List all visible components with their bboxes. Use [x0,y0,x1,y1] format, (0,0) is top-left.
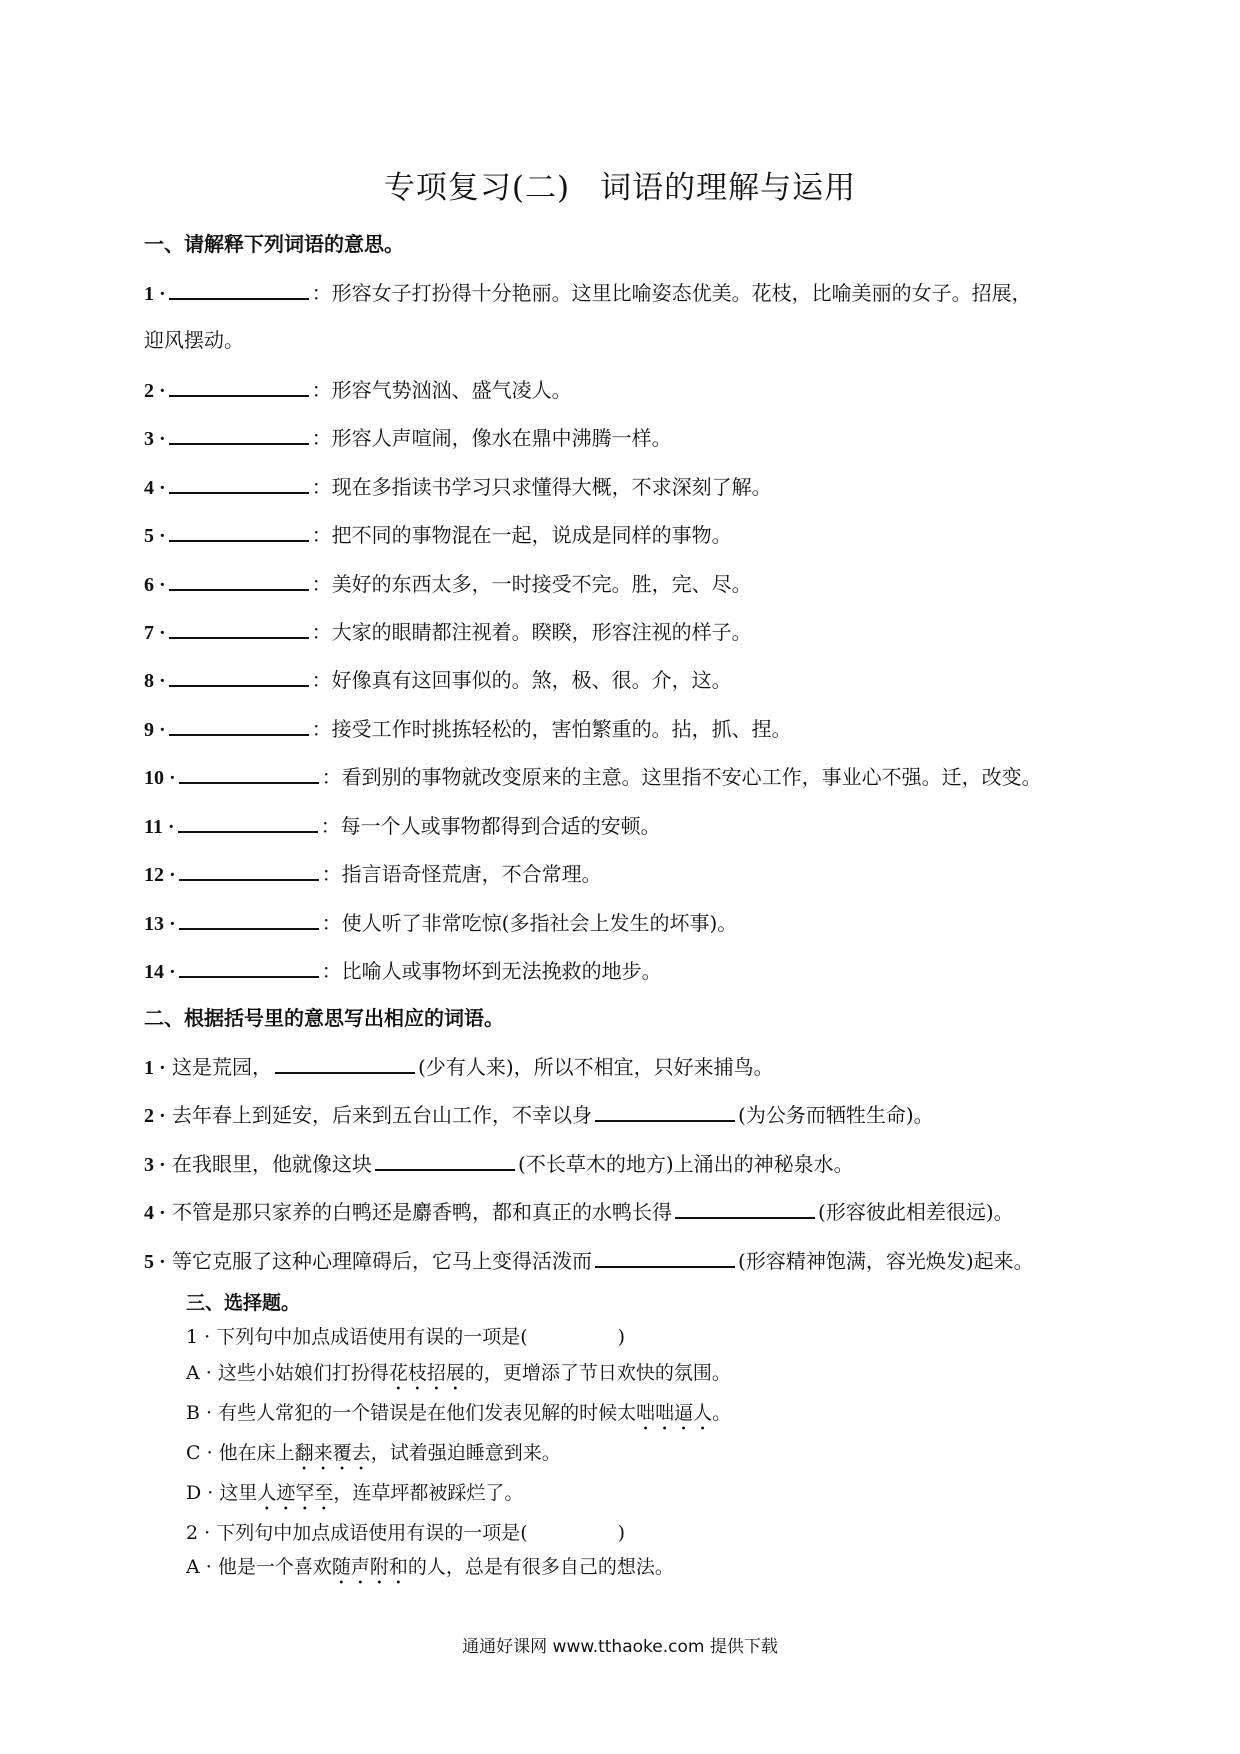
s3-q1-option-d: D · 这里人迹罕至，连草坪都被踩烂了。 [186,1482,524,1504]
s2-item-5: 5 · 等它克服了这种心理障碍后，它马上变得活泼而 (形容精神饱满，容光焕发)起来。 [144,1244,1034,1274]
s1-item-5: 5 · ：把不同的事物混在一起，说成是同样的事物。 [144,518,732,548]
s3-q2-option-a: A · 他是一个喜欢随声附和的人，总是有很多自己的想法。 [186,1556,674,1578]
s3-q1-option-c: C · 他在床上翻来覆去，试着强迫睡意到来。 [186,1442,561,1464]
answer-blank[interactable] [595,1244,735,1268]
footer-credit: 通通好课网 www.tthaoke.com 提供下载 [462,1637,778,1657]
answer-blank[interactable] [169,615,309,639]
s3-q2-stem: 2 · 下列句中加点成语使用有误的一项是( ) [186,1522,626,1544]
s2-item-3: 3 · 在我眼里，他就像这块 (不长草木的地方)上涌出的神秘泉水。 [144,1147,854,1177]
s1-item-7: 7 · ：大家的眼睛都注视着。睽睽，形容注视的样子。 [144,615,752,645]
page-title [0,162,1240,207]
answer-blank[interactable] [179,954,319,978]
answer-blank[interactable] [169,518,309,542]
s1-item-2: 2 · ：形容气势汹汹、盛气凌人。 [144,373,572,403]
s1-item-8: 8 · ：好像真有这回事似的。煞，极、很。介，这。 [144,663,732,693]
s1-item-9: 9 · ：接受工作时挑拣轻松的，害怕繁重的。拈，抓、捏。 [144,712,792,742]
s3-q1-option-a: A · 这些小姑娘们打扮得花枝招展的，更增添了节日欢快的氛围。 [186,1362,731,1384]
answer-blank[interactable] [595,1098,735,1122]
s1-item-12: 12 · ：指言语奇怪荒唐，不合常理。 [144,857,602,887]
answer-blank[interactable] [169,421,309,445]
s1-item-4: 4 · ：现在多指读书学习只求懂得大概，不求深刻了解。 [144,470,772,500]
title-main: 专项复习(二) [383,170,571,206]
s1-item-6: 6 · ：美好的东西太多，一时接受不完。胜，完、尽。 [144,567,752,597]
s3-q1-option-b: B · 有些人常犯的一个错误是在他们发表见解的时候太咄咄逼人。 [186,1402,732,1424]
section3-heading: 三、选择题。 [186,1292,301,1314]
answer-blank[interactable] [169,470,309,494]
s1-item-14: 14 · ：比喻人或事物坏到无法挽救的地步。 [144,954,662,984]
answer-blank[interactable] [169,276,309,300]
s2-item-2: 2 · 去年春上到延安，后来到五台山工作，不幸以身 (为公务而牺牲生命)。 [144,1098,934,1128]
section2-heading: 二、根据括号里的意思写出相应的词语。 [144,1006,504,1030]
answer-blank[interactable] [179,857,319,881]
section1-heading: 一、请解释下列词语的意思。 [144,232,404,256]
s1-item-1-cont: 迎风摆动。 [144,328,244,352]
s2-item-4: 4 · 不管是那只家养的白鸭还是麝香鸭，都和真正的水鸭长得 (形容彼此相差很远)。 [144,1195,1014,1225]
answer-blank[interactable] [169,567,309,591]
s2-item-1: 1 · 这是荒园， (少有人来)，所以不相宜，只好来捕鸟。 [144,1050,774,1080]
s1-item-3: 3 · ：形容人声喧闹，像水在鼎中沸腾一样。 [144,421,672,451]
answer-blank[interactable] [178,809,318,833]
answer-blank[interactable] [169,373,309,397]
s1-item-13: 13 · ：使人听了非常吃惊(多指社会上发生的坏事)。 [144,906,737,936]
answer-blank[interactable] [375,1147,515,1171]
s1-item-11: 11 · ：每一个人或事物都得到合适的安顿。 [144,809,661,839]
answer-blank[interactable] [275,1050,415,1074]
answer-blank[interactable] [179,760,319,784]
s1-item-1: 1 · ：形容女子打扮得十分艳丽。这里比喻姿态优美。花枝，比喻美丽的女子。招展， [144,276,1032,306]
answer-blank[interactable] [169,663,309,687]
answer-blank[interactable] [169,712,309,736]
answer-blank[interactable] [179,906,319,930]
answer-blank[interactable] [675,1195,815,1219]
s3-q1-stem: 1 · 下列句中加点成语使用有误的一项是( ) [186,1326,626,1348]
title-sub: 词语的理解与运用 [600,170,857,206]
s1-item-10: 10 · ：看到别的事物就改变原来的主意。这里指不安心工作，事业心不强。迁，改变。 [144,760,1042,790]
